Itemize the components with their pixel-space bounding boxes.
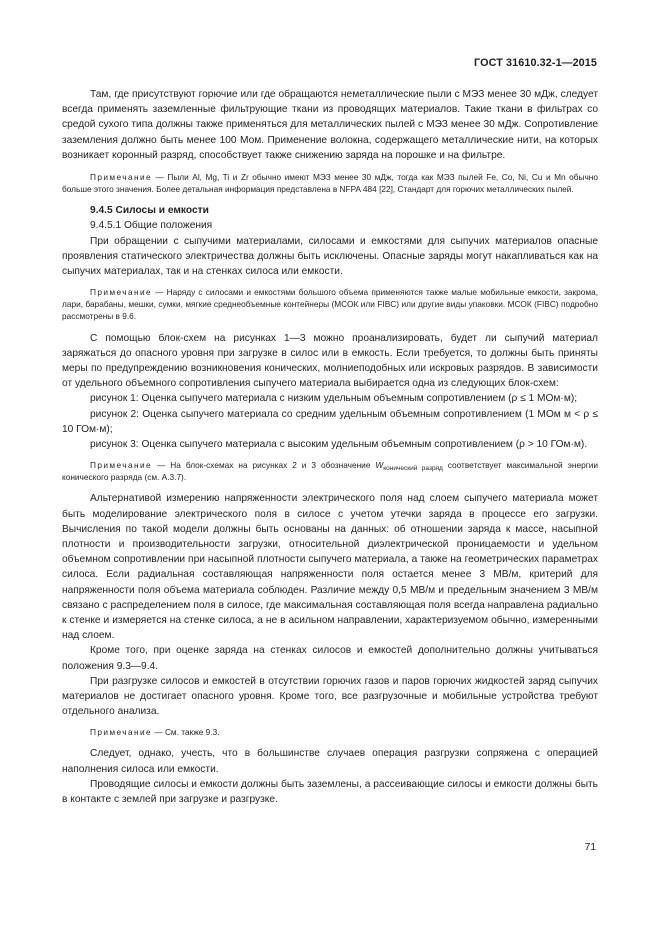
symbol-subscript: конический разряд <box>383 465 443 473</box>
paragraph: Альтернативой измерению напряженности электрического поля над слоем сыпучего материала может быть моделирование электрического поля в силосе с учетом утечки заряда в процессе его загрузки. Вычисления по такой модели должны быть основаны на данных: об отношении заряда к массе, насыпной плотности и производительности загрузки, относительной диэлектрической проницаемости и удельном объемном сопротивлении при насыпной плотности сыпучего материала, а также на геометрических параметрах силоса. Если радиальная составляющая напряженности поля остается менее 3 МВ/м, критерий для напряженности поля объема материала соблюден. Различие между 0,5 МВ/м и предельным значением 3 МВ/м связано с распределением поля в силосе, где максимальная составляющая поля всегда направлена радиально к стенке и измеряется на стенке силоса, а не в асильном направлении, характеризуемом обычно, измеренными над слоем. <box>62 493 598 642</box>
paragraph: Кроме того, при оценке заряда на стенках силосов и емкостей дополнительно должны учитываться положения 9.3—9.4. <box>62 645 598 672</box>
paragraph: Следует, однако, учесть, что в большинстве случаев операция разгрузки сопряжена с операцией наполнения силоса или емкости. <box>62 748 598 775</box>
document-header: ГОСТ 31610.32-1—2015 <box>474 57 597 69</box>
paragraph: Проводящие силосы и емкости должны быть заземлены, а рассеивающие силосы и емкости должны быть в контакте с землей при загрузке и разгрузке. <box>62 778 598 806</box>
note <box>62 726 598 738</box>
page-content <box>62 87 598 807</box>
figure-item-1: рисунок 1: Оценка сыпучего материала с низким удельным объемным сопротивлением (ρ ≤ 1 МОм·м); <box>90 393 578 405</box>
note-text: — Пыли Al, Mg, Ti и Zr обычно имеют МЭЗ менее 30 мДж, тогда как МЭЗ пылей Fe, Co, Ni, Cu и Mn обычно больше этого значения. Более детальная информация представлена в NFPA 484 [22], Стандарт для горючих металлических пылей. <box>62 172 598 195</box>
note <box>62 171 598 195</box>
note-text: — Наряду с силосами и емкостями большого объема применяются также малые мобильные емкости, закрома, лари, барабаны, мешки, сумки, мягкие среднеобъемные контейнеры (МСОК или FIBC) или другие виды упаковки. МСОК (FIBC) подробно рассмотрены в 9.6. <box>62 287 598 322</box>
note-text: соответствует максимальной энергии конического разряда (см. А.3.7). <box>62 460 598 483</box>
note-text: — См. также 9.3. <box>152 727 220 738</box>
figure-item-3: рисунок 3: Оценка сыпучего материала с высоким удельным объемным сопротивлением (ρ > 10 ГОм·м). <box>90 438 588 450</box>
note-label: Примечание <box>90 460 153 471</box>
note-label: Примечание <box>90 172 153 183</box>
figure-item-2: рисунок 2: Оценка сыпучего материала со средним удельным объемным сопротивлением (1 МОм м < ρ ≤ 10 ГОм·м); <box>62 408 598 435</box>
note <box>62 459 598 483</box>
paragraph: С помощью блок-схем на рисунках 1—3 можно проанализировать, будет ли сыпучий материал заряжаться до опасного уровня при загрузке в силос или в емкость. Если требуется, то должны быть приняты меры по предупреждению возникновения конических, молниеподобных или искровых разрядов. В зависимости от удельного объемного сопротивления сыпучего материала выбирается одна из следующих блок-схем: <box>62 332 598 390</box>
note-label: Примечание <box>90 727 153 738</box>
paragraph: При разгрузке силосов и емкостей в отсутствии горючих газов и паров горючих жидкостей заряд сыпучих материалов не достигает опасного уровня. Кроме того, все разгрузочные и мобильные устройства требуют отдельного анализа. <box>62 675 598 718</box>
page-number: 71 <box>584 842 596 853</box>
note-label: Примечание <box>90 287 153 298</box>
symbol-w: W <box>375 460 384 471</box>
subsection-heading: 9.4.5.1 Общие положения <box>90 220 213 232</box>
note <box>62 286 598 322</box>
section-heading: 9.4.5 Силосы и емкости <box>90 205 209 217</box>
paragraph: Там, где присутствуют горючие или где обращаются неметаллические пыли с МЭЗ менее 30 мДж, следует всегда применять заземленные фильтрующие ткани из проводящих материалов. Такие ткани в фильтрах со средой сухого типа должны также применяться для металлических пылей с МЭЗ менее 30 мДж. Сопротивление заземления должно быть менее 100 Мом. Применение волокна, содержащего металлические нити, на которых возникает коронный разряд, способствует также снижению заряда на порошке и на фильтре. <box>62 89 598 161</box>
note-text: — На блок-схемах на рисунках 2 и 3 обозначение <box>152 460 376 471</box>
paragraph: При обращении с сыпучими материалами, силосами и емкостями для сыпучих материалов опасные проявления статического электричества должны быть исключены. Опасные заряды могут накапливаться как на сыпучих материалах, так и на стенках силоса или емкости. <box>62 235 598 278</box>
